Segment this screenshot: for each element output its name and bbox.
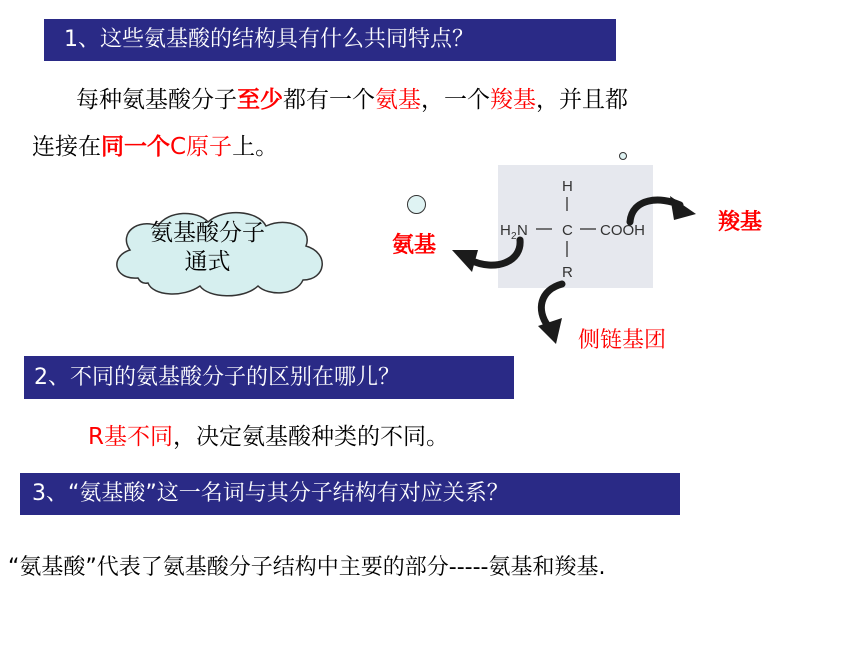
carboxyl-arrowhead-icon (670, 196, 696, 220)
answer-2: R基不同，决定氨基酸种类的不同。 (88, 424, 449, 450)
formula-n: N (517, 222, 528, 239)
question-1-text: 1、这些氨基酸的结构具有什么共同特点？ (64, 27, 474, 52)
cloud-label: 氨基酸分子通式 (150, 220, 265, 275)
formula-h: H (562, 178, 573, 195)
answer-1-line-1: 每种氨基酸分子至少都有一个氨基，一个羧基，并且都 (76, 87, 628, 113)
formula-cooh: COOH (600, 222, 645, 239)
question-3-bar (20, 473, 680, 515)
formula-h2n-h: H (500, 222, 511, 239)
formula-r: R (562, 264, 573, 281)
label-amino: 氨基 (392, 233, 437, 258)
amino-arrowhead-icon (452, 250, 478, 272)
amino-arrow-icon (470, 240, 520, 265)
question-2-text: 2、不同的氨基酸分子的区别在哪儿？ (34, 364, 400, 390)
question-2-bar (24, 356, 514, 399)
label-sidechain: 侧链基团 (578, 328, 667, 353)
answer-1-line-2: 连接在同一个C原子上。 (32, 134, 279, 160)
formula-c: C (562, 222, 573, 239)
question-3-text: 3、“氨基酸”这一名词与其分子结构有对应关系？ (32, 481, 509, 506)
formula-sub-2: 2 (511, 231, 517, 242)
label-carboxyl: 羧基 (718, 210, 763, 235)
answer-3: “氨基酸”代表了氨基酸分子结构中主要的部分-----氨基和羧基. (8, 555, 606, 580)
